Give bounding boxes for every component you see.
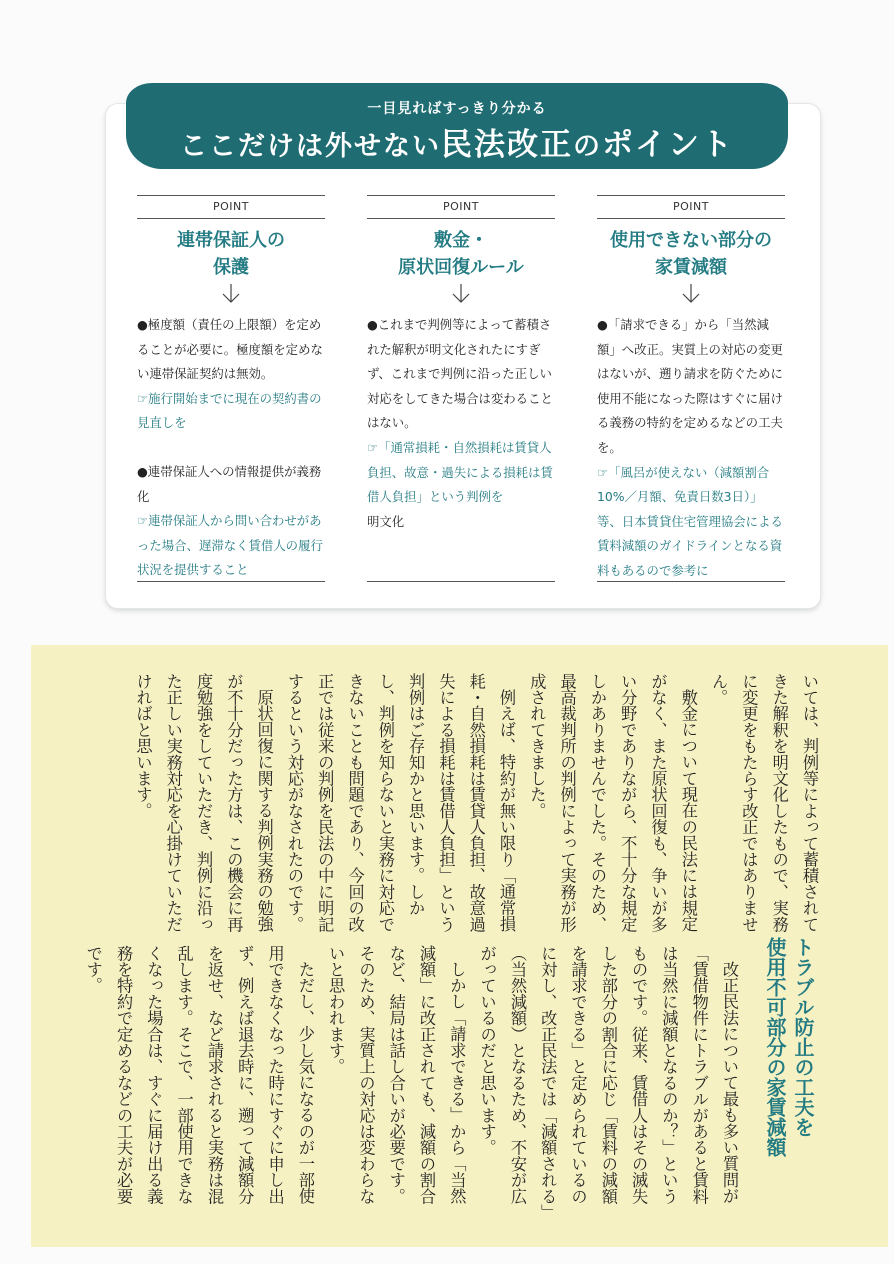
point-title-line2: 家賃減額 bbox=[655, 257, 727, 278]
point-title-line2: 保護 bbox=[213, 257, 249, 278]
article-paragraph: しかし「請求できる」から「当然減額」に改正されても、減額の割合など、結局は話し合いが必要です。そのため、実質上の対応は変わらないと思われます。 bbox=[326, 945, 467, 1205]
point-note: ☞連帯保証人から問い合わせがあった場合、遅滞なく賃借人の履行状況を提供すること bbox=[137, 513, 323, 578]
point-title bbox=[367, 227, 555, 281]
point-body bbox=[597, 313, 787, 584]
banner-title-mid: の bbox=[573, 131, 602, 162]
article-heading bbox=[757, 937, 817, 1177]
article-heading-line2: 使用不可部分の家賃減額 bbox=[763, 937, 787, 1157]
article-lower-text bbox=[83, 945, 744, 1215]
banner-subtitle: 一目見ればすっきり分かる bbox=[367, 101, 547, 117]
point-item: ●「請求できる」から「当然減額」へ改正。実質上の対応の変更はないが、遡り請求を防ぐために使用不能になった際はすぐに届ける義務の特約を定めるなどの工夫を。 bbox=[597, 317, 783, 455]
article-upper-text bbox=[104, 673, 824, 943]
article-paragraph: いては、判例等によって蓄積されてきた解釈を明文化したもので、実務に変更をもたらす改正ではありません。 bbox=[709, 673, 819, 933]
point-label: POINT bbox=[137, 195, 325, 219]
down-arrow-icon bbox=[220, 283, 242, 305]
point-label: POINT bbox=[367, 195, 555, 219]
divider bbox=[597, 581, 785, 582]
point-body bbox=[367, 313, 557, 534]
article-panel bbox=[31, 645, 888, 1247]
down-arrow-icon bbox=[680, 283, 702, 305]
article-paragraph: 敷金について現在の民法には規定がなく、また原状回復も、争いが多い分野でありながら、不十分な規定しかありませんでした。そのため、最高裁判所の判例によって実務が形成されてきました。 bbox=[527, 673, 698, 933]
divider bbox=[137, 581, 325, 582]
article-paragraph: 例えば、特約が無い限り「通常損耗・自然損耗は賃貸人負担、故意過失による損耗は賃借人負担」という判例はご存知かと思います。しかし、判例を知らないと実務に対応できないことも問題であり、今回の改正では従来の判例を民法の中に明記するという対応がなされたのです。 bbox=[284, 673, 517, 933]
point-title bbox=[597, 227, 785, 281]
point-title-line2: 原状回復ルール bbox=[398, 257, 524, 278]
point-label: POINT bbox=[597, 195, 785, 219]
point-title-line1: 連帯保証人の bbox=[177, 230, 285, 251]
banner-title bbox=[126, 119, 788, 164]
point-body bbox=[137, 313, 327, 583]
banner-title-pre: ここだけは外せない bbox=[180, 131, 441, 162]
point-item: ●これまで判例等によって蓄積された解釈が明文化されたにすぎず、これまで判例に沿った正しい対応をしてきた場合は変わることはない。 bbox=[367, 317, 553, 431]
article-paragraph: ただし、少し気になるのが一部使用できなくなった時にすぐに申し出ず、例えば退去時に、遡って減額分を返せ、など請求されると実務は混乱します。そこで、一部使用できなくなった場合は、すぐに届け出る義務を特約で定めるなどの工夫が必要です。 bbox=[83, 945, 315, 1205]
point-title-line1: 敷金・ bbox=[434, 230, 488, 251]
banner-title-big: 民法改正 bbox=[441, 127, 573, 163]
banner-title-end: ポイント bbox=[602, 127, 734, 163]
point-item-tail: 明文化 bbox=[367, 513, 405, 529]
point-title bbox=[137, 227, 325, 281]
point-note-tail: 等、日本賃貸住宅管理協会による賃料減額のガイドラインとなる資料もあるので参考に bbox=[597, 513, 783, 578]
divider bbox=[367, 581, 555, 582]
article-paragraph: 改正民法について最も多い質問が「賃借物件にトラブルがあると賃料は当然に減額となるのか？」というものです。従来、賃借人はその滅失した部分の割合に応じ「賃料の減額を請求できる」と定められているのに対し、改正民法では「減額される」（当然減額）となるため、不安が広がっているのだと思います。 bbox=[477, 945, 739, 1213]
article-paragraph: 原状回復に関する判例実務の勉強が不十分だった方は、この機会に再度勉強をしていただき、判例に沿った正しい実務対応を心掛けていただければと思います。 bbox=[133, 673, 274, 933]
article-heading-line1: トラブル防止の工夫を bbox=[791, 937, 815, 1137]
title-banner bbox=[126, 83, 788, 169]
point-note: ☞「通常損耗・自然損耗は賃貸人負担、故意・過失による損耗は賃借人負担」という判例を bbox=[367, 439, 553, 505]
down-arrow-icon bbox=[450, 283, 472, 305]
point-item: ●連帯保証人への情報提供が義務化 bbox=[137, 463, 322, 504]
point-note: ☞施行開始までに現在の契約書の見直しを bbox=[137, 390, 322, 431]
point-item: ●極度額（責任の上限額）を定めることが必要に。極度額を定めない連帯保証契約は無効。 bbox=[137, 317, 323, 382]
point-title-line1: 使用できない部分の bbox=[610, 230, 772, 251]
point-note: ☞「風呂が使えない（減額割合10%／月額、免責日数3日）」 bbox=[597, 464, 770, 505]
